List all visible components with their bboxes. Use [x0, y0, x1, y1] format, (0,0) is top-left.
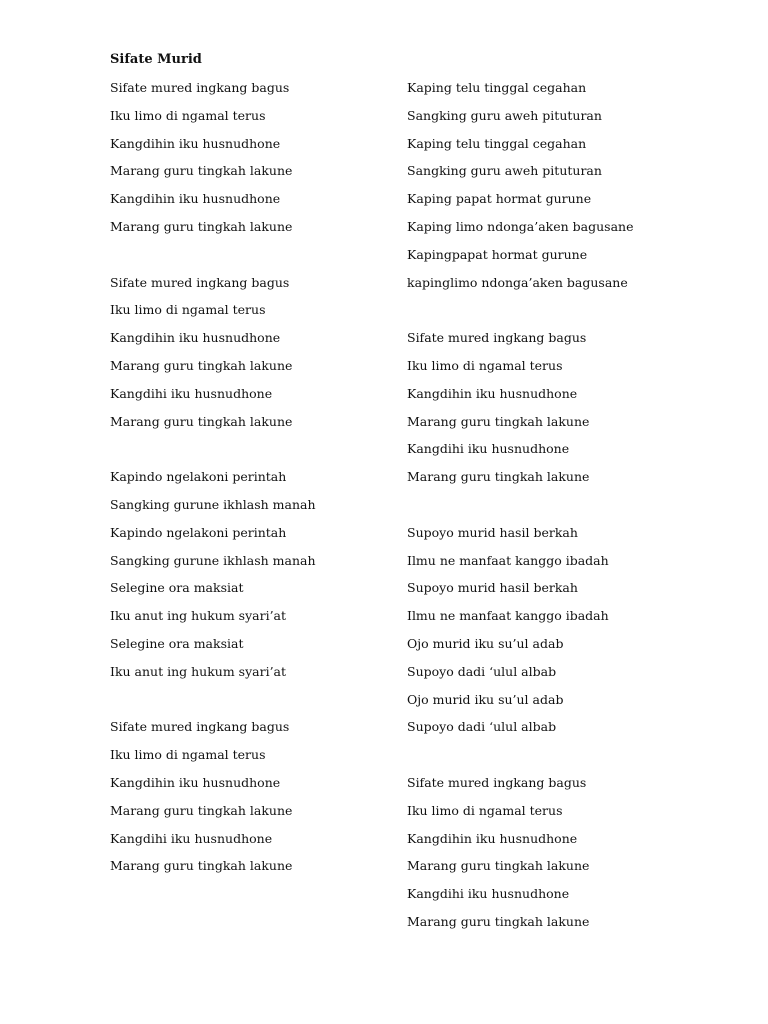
lyric-line: Sifate mured ingkang bagus [110, 274, 290, 290]
lyric-line: Iku anut ing hukum syari’at [110, 663, 287, 679]
lyric-line: Kangdihin iku husnudhone [407, 830, 578, 846]
lyric-line: Iku limo di ngamal terus [110, 302, 266, 318]
lyric-line: Marang guru tingkah lakune [110, 413, 293, 429]
stanza-gap [407, 496, 634, 524]
lyric-line: Marang guru tingkah lakune [407, 469, 590, 485]
lyric-line: Sifate mured ingkang bagus [407, 330, 587, 346]
lyric-line: Marang guru tingkah lakune [407, 413, 590, 429]
lyric-line: Ilmu ne manfaat kanggo ibadah [407, 552, 609, 568]
lyric-line: Kangdihin iku husnudhone [110, 191, 281, 207]
lyric-line: Iku limo di ngamal terus [110, 747, 266, 763]
lyric-line: Kaping telu tinggal cegahan [407, 135, 587, 151]
lyric-line: Marang guru tingkah lakune [110, 163, 293, 179]
left-lyrics-column [110, 79, 316, 885]
lyric-line: Ojo murid iku su’ul adab [407, 635, 564, 651]
lyric-line: Marang guru tingkah lakune [407, 858, 590, 874]
lyric-line: Sifate mured ingkang bagus [407, 774, 587, 790]
lyric-line: Kapindo ngelakoni perintah [110, 524, 287, 540]
lyric-line: Kangdihin iku husnudhone [407, 385, 578, 401]
lyric-line: Marang guru tingkah lakune [110, 858, 293, 874]
stanza-gap [407, 301, 634, 329]
stanza-gap [110, 691, 316, 719]
stanza-gap [110, 440, 316, 468]
lyric-line: Kapingpapat hormat gurune [407, 246, 588, 262]
stanza-gap [110, 246, 316, 274]
lyric-line: Iku anut ing hukum syari’at [110, 608, 287, 624]
lyric-line: Sangking gurune ikhlash manah [110, 552, 316, 568]
lyric-line: Sangking guru aweh pituturan [407, 107, 602, 123]
lyric-line: Sangking guru aweh pituturan [407, 163, 602, 179]
lyric-line: Selegine ora maksiat [110, 580, 244, 596]
lyric-line: Kangdihin iku husnudhone [110, 135, 281, 151]
lyric-line: Marang guru tingkah lakune [110, 218, 293, 234]
lyric-line: Kangdihi iku husnudhone [407, 886, 570, 902]
lyric-line: Sangking gurune ikhlash manah [110, 496, 316, 512]
lyric-line: Kangdihin iku husnudhone [110, 774, 281, 790]
right-lyrics-column [407, 79, 634, 941]
lyric-line: Ojo murid iku su’ul adab [407, 691, 564, 707]
lyric-line: Sifate mured ingkang bagus [110, 80, 290, 95]
lyric-line: Kangdihi iku husnudhone [110, 385, 273, 401]
lyric-line: Marang guru tingkah lakune [110, 357, 293, 373]
lyric-line: Iku limo di ngamal terus [407, 802, 563, 818]
lyric-line: Supoyo dadi ‘ulul albab [407, 719, 557, 735]
lyric-line: Iku limo di ngamal terus [110, 107, 266, 123]
lyric-line: Sifate mured ingkang bagus [110, 719, 290, 735]
lyric-line: Selegine ora maksiat [110, 635, 244, 651]
lyric-line: Kangdihi iku husnudhone [110, 830, 273, 846]
lyric-line: Kangdihin iku husnudhone [110, 330, 281, 346]
lyric-line: Ilmu ne manfaat kanggo ibadah [407, 608, 609, 624]
lyric-line: Marang guru tingkah lakune [110, 802, 293, 818]
document-title: Sifate Murid [110, 52, 202, 67]
stanza-gap [407, 746, 634, 774]
lyric-line: Supoyo dadi ‘ulul albab [407, 663, 557, 679]
lyric-line: Kaping papat hormat gurune [407, 191, 592, 207]
lyric-line: Supoyo murid hasil berkah [407, 580, 578, 596]
lyric-line: Kangdihi iku husnudhone [407, 441, 570, 457]
lyric-line: Marang guru tingkah lakune [407, 913, 590, 929]
lyric-line: Kapindo ngelakoni perintah [110, 469, 287, 485]
lyric-line: kapinglimo ndonga’aken bagusane [407, 274, 628, 290]
lyric-line: Supoyo murid hasil berkah [407, 524, 578, 540]
lyric-line: Kaping telu tinggal cegahan [407, 80, 587, 95]
lyric-line: Iku limo di ngamal terus [407, 357, 563, 373]
lyric-line: Kaping limo ndonga’aken bagusane [407, 218, 634, 234]
